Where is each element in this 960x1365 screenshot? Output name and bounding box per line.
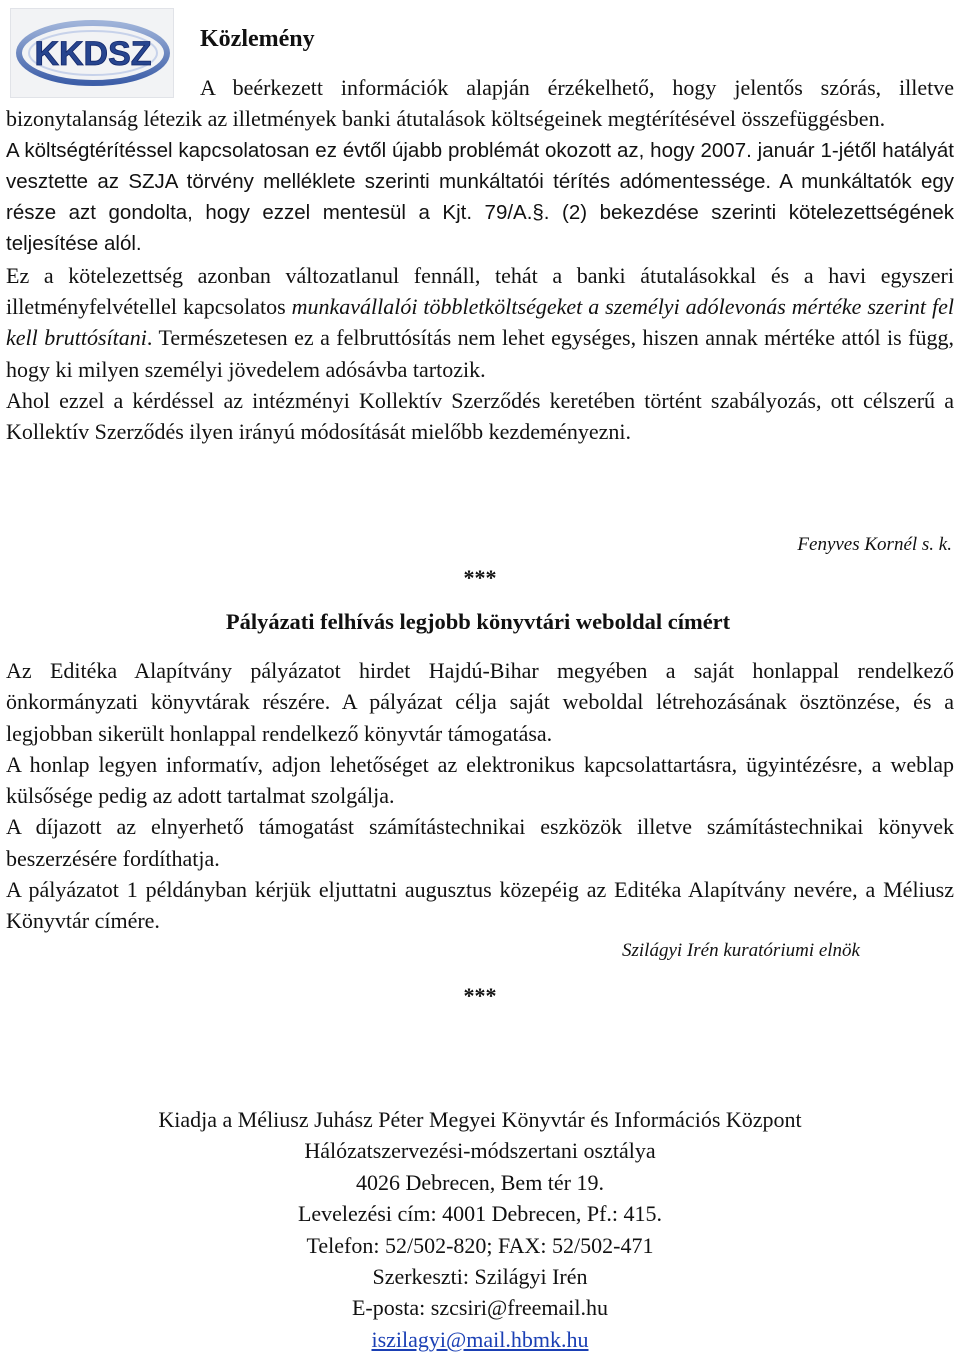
footer-line-publisher: Kiadja a Méliusz Juhász Péter Megyei Könyvtár és Információs Központ [158,1107,802,1132]
competition-paragraph-2: A honlap legyen informatív, adjon lehetőséget az elektronikus kapcsolattartásra, ügyintézésre, a weblap külsősége pedig az adott tartalmat szolgálja. [6,751,954,809]
email-link[interactable]: iszilagyi@mail.hbmk.hu [371,1326,589,1352]
notice-p3-end: . Természetesen ez a felbruttósítás nem lehet egységes, hiszen annak mértéke attól is függ, hogy ki milyen személyi jövedelem adósávba tartozik. [6,325,954,382]
notice-body [6,72,954,448]
competition-paragraph-1: Az Editéka Alapítvány pályázatot hirdet Hajdú-Bihar megyében a saját honlappal rendelkező önkormányzati könyvtárak részére. A pályázat célja saját weboldal létrehozásának ösztönzése, és a legjobban sikerült honlappal rendelkező könyvtár támogatása. [6,658,954,746]
logo-text: KKDSZ [34,35,152,73]
competition-body [6,655,954,937]
competition-paragraph-3: A díjazott az elnyerhető támogatást számítástechnikai eszközök illetve számítástechnikai könyvek beszerzésére fordíthatja. [6,814,954,871]
notice-p3-emphasis: munkavállalói többletköltségeket a személyi adólevonás mértéke szerint fel kell bruttósítani [6,294,954,351]
separator-stars: *** [463,565,497,590]
notice-paragraph-2: A költségtérítéssel kapcsolatosan ez évtől újabb problémát okozott az, hogy 2007. január 1-jétől hatályát vesztette az SZJA törvény melléklete szerinti munkáltatói térítés adómentessége. A munkáltatók egy része azt gondolta, hogy ezzel mentesül a Kjt. 79/A.§. (2) bekezdése szerinti kötelezettségének teljesítése alól. [6,138,954,256]
separator-stars-2: *** [463,983,497,1008]
publisher-footer [0,1104,960,1355]
notice-paragraph-4: Ahol ezzel a kérdéssel az intézményi Kollektív Szerződés keretében történt szabályozás, ott célszerű a Kollektív Szerződés ilyen irányú módosítását mielőbb kezdeményezni. [6,387,954,445]
notice-p3-start: Ez a kötelezettség azonban változatlanul fennáll, tehát a banki átutalásokkal és a havi egyszeri illetményfelvétellel kapcsolatos [6,262,954,320]
footer-line-editor: Szerkeszti: Szilágyi Irén [372,1264,588,1290]
notice-paragraph-3 [6,260,954,385]
footer-line-postal: Levelezési cím: 4001 Debrecen, Pf.: 415. [297,1201,663,1227]
notice-paragraph-1: A beérkezett információk alapján érzékelhető, hogy jelentős szórás, illetve bizonytalanság létezik az illetmények banki átutalások költségeinek megtérítésével összefüggésben. [6,75,954,132]
competition-paragraph-4: A pályázatot 1 példányban kérjük eljuttatni augusztus közepéig az Editéka Alapítvány nevére, a Méliusz Könyvtár címére. [6,877,954,934]
competition-heading: Pályázati felhívás legjobb könyvtári weboldal címért [225,609,731,634]
footer-line-email: E-posta: szcsiri@freemail.hu [351,1295,609,1321]
notice-title: Közlemény [200,26,315,52]
notice-signature: Fenyves Kornél s. k. [797,534,952,555]
competition-signature: Szilágyi Irén kuratóriumi elnök [622,940,860,961]
footer-line-phone: Telefon: 52/502-820; FAX: 52/502-471 [306,1232,654,1258]
footer-line-department: Hálózatszervezési-módszertani osztálya [304,1138,656,1164]
footer-line-address: 4026 Debrecen, Bem tér 19. [355,1169,605,1195]
